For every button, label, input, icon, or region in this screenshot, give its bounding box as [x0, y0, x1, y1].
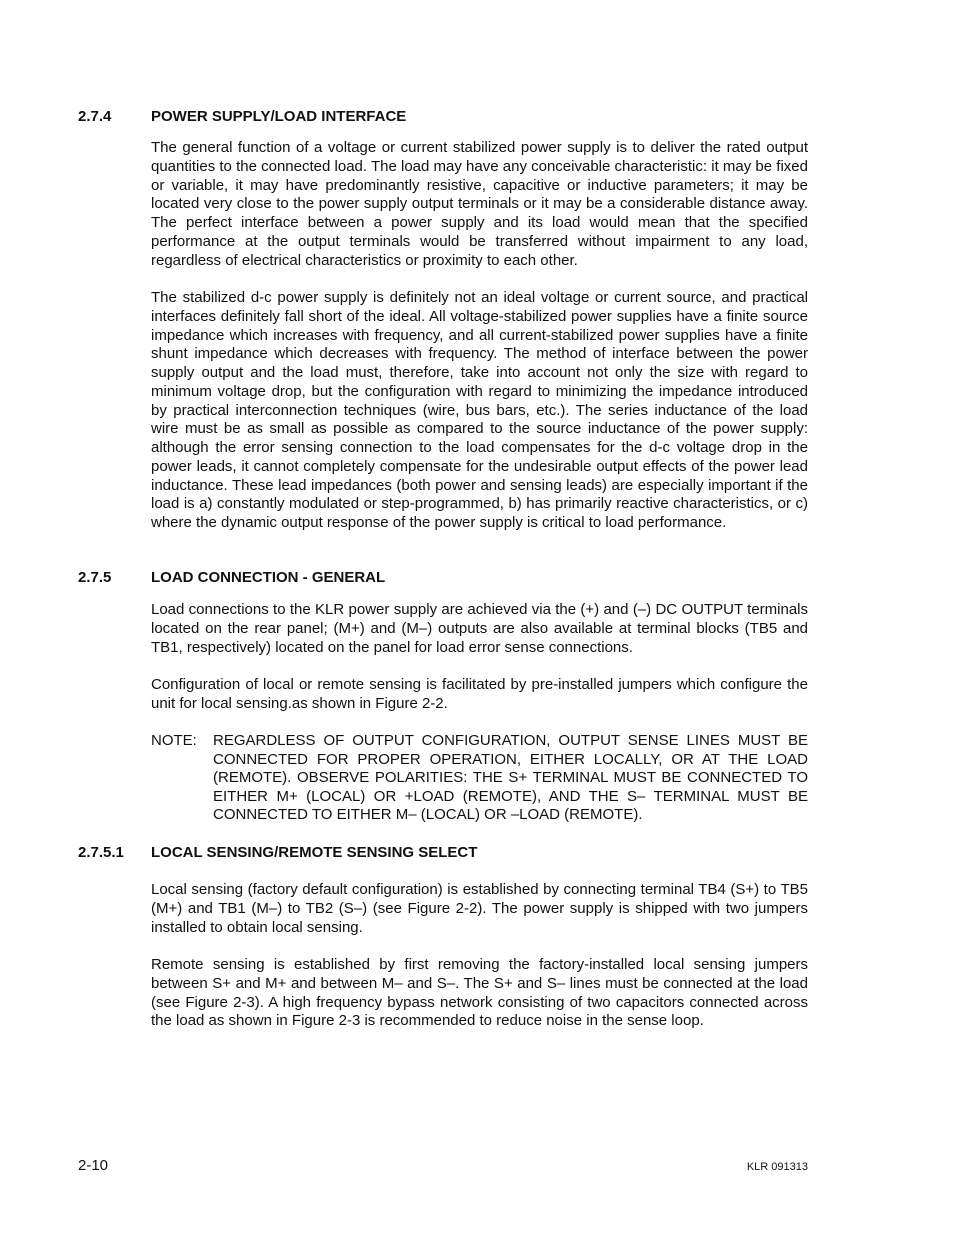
section-heading-2-7-4	[78, 108, 406, 125]
note-block	[151, 732, 808, 825]
document-id: KLR 091313	[746, 1161, 808, 1173]
section-number: 2.7.5.1	[78, 844, 124, 861]
paragraph-sensing-configuration: Configuration of local or remote sensing is facilitated by pre-installed jumpers which configure the unit for local sensing.as shown in Figure 2-2.	[151, 676, 808, 712]
section-heading-2-7-5	[78, 569, 385, 586]
paragraph-interface-practical: The stabilized d-c power supply is definitely not an ideal voltage or current source, and practical interfaces definitely fall short of the ideal. All voltage-stabilized power supplies have a finite source impedance which increases with frequency, and all current-stabilized power supplies have a finite shunt impedance which decreases with frequency. The method of interface between the power supply output and the load must, therefore, take into account not only the size with regard to minimum voltage drop, but the configuration with regard to minimizing the impedance introduced by practical interconnection techniques (wire, bus bars, etc.). The series inductance of the load wire must be as small as possible as compared to the source inductance of the power supply: although the error sensing connection to the load compensates for the d-c voltage drop in the power leads, it cannot completely compensate for the undesirable output effects of the power lead inductance. These lead impedances (both power and sensing leads) are especially important if the load is a) constantly modulated or step-programmed, b) has primarily reactive characteristics, or c) where the dynamic output response of the power supply is critical to load performance.	[151, 289, 808, 531]
page-number: 2-10	[78, 1157, 109, 1174]
note-label: NOTE:	[151, 732, 197, 749]
paragraph-local-sensing: Local sensing (factory default configuration) is established by connecting terminal TB4 (S+) to TB5 (M+) and TB1 (M–) to TB2 (S–) (see Figure 2-2). The power supply is shipped with two jumpers installed to obtain local sensing.	[151, 881, 808, 936]
paragraph-interface-general: The general function of a voltage or current stabilized power supply is to deliver the rated output quantities to the connected load. The load may have any conceivable characteristic: it may be fixed or variable, it may have predominantly resistive, capacitive or inductive parameters; it may be located very close to the power supply output terminals or it may be a considerable distance away. The perfect interface between a power supply and its load would mean that the specified performance at the output terminals would be transferred without impairment to any load, regardless of electrical characteristics or proximity to each other.	[151, 139, 808, 269]
section-number: 2.7.4	[78, 108, 112, 125]
paragraph-load-connections: Load connections to the KLR power supply are achieved via the (+) and (–) DC OUTPUT terminals located on the rear panel; (M+) and (M–) outputs are also available at terminal blocks (TB5 and TB1, respectively) located on the panel for load error sense connections.	[151, 601, 808, 656]
section-title: LOAD CONNECTION - GENERAL	[151, 569, 386, 586]
section-title: LOCAL SENSING/REMOTE SENSING SELECT	[151, 844, 478, 861]
paragraph-remote-sensing: Remote sensing is established by first removing the factory-installed local sensing jumpers between S+ and M+ and between M– and S–. The S+ and S– lines must be connected at the load (see Figure 2-3). A high frequency bypass network consisting of two capacitors connected across the load as shown in Figure 2-3 is recommended to reduce noise in the sense loop.	[151, 956, 808, 1030]
note-text: REGARDLESS OF OUTPUT CONFIGURATION, OUTPUT SENSE LINES MUST BE CONNECTED FOR PROPER OPERATION, EITHER LOCALLY, OR AT THE LOAD (REMOTE). OBSERVE POLARITIES: THE S+ TERMINAL MUST BE CONNECTED TO EITHER M+ (LOCAL) OR +LOAD (REMOTE), AND THE S– TERMINAL MUST BE CONNECTED TO EITHER M– (LOCAL) OR –LOAD (REMOTE).	[213, 732, 808, 823]
section-title: POWER SUPPLY/LOAD INTERFACE	[151, 108, 407, 125]
section-number: 2.7.5	[78, 569, 112, 586]
section-heading-2-7-5-1	[78, 844, 477, 861]
